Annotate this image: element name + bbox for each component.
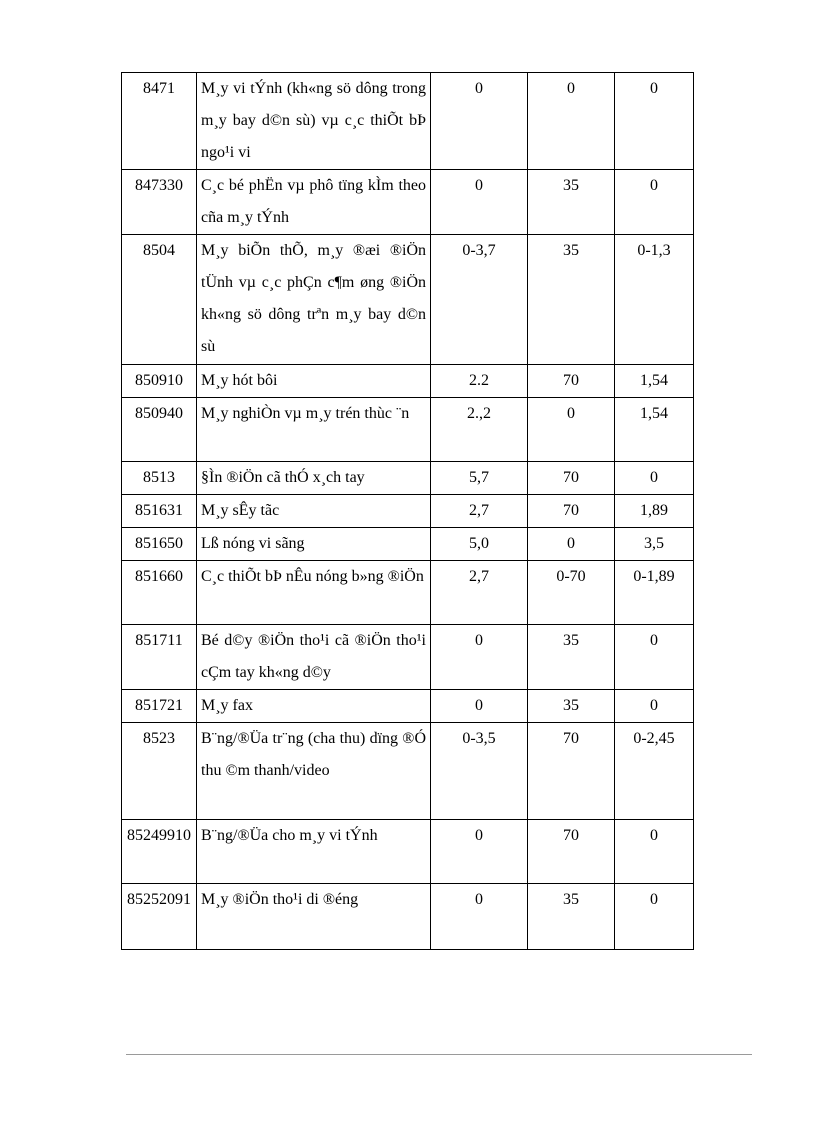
hs-code: 850910 [122,365,197,398]
hs-code: 851660 [122,561,197,625]
rate-col-3: 0 [615,625,694,690]
rate-col-3: 0 [615,690,694,723]
rate-col-3: 1,54 [615,365,694,398]
item-description: C¸c bé phËn vµ phô tïng kÌm theo cña m¸y tÝnh [197,170,431,235]
hs-code: 8513 [122,462,197,495]
rate-col-2: 0 [528,528,615,561]
rate-col-3: 0 [615,73,694,170]
table-row [122,365,694,398]
hs-code: 851650 [122,528,197,561]
rate-col-1: 0 [431,884,528,950]
item-description: M¸y vi tÝnh (kh«ng sö dông trong m¸y bay d©n sù) vµ c¸c thiÕt bÞ ngo¹i vi [197,73,431,170]
item-description: C¸c thiÕt bÞ nÊu nóng b»ng ®iÖn [197,561,431,625]
table-row [122,625,694,690]
item-description: B¨ng/®Üa tr¨ng (cha thu) dïng ®Ó thu ©m thanh/video [197,723,431,820]
rate-col-3: 0-1,89 [615,561,694,625]
item-description: Bé d©y ®iÖn tho¹i cã ®iÖn tho¹i cÇm tay kh«ng d©y [197,625,431,690]
rate-col-1: 0 [431,625,528,690]
rate-col-3: 1,54 [615,398,694,462]
rate-col-1: 0-3,7 [431,235,528,365]
rate-col-1: 0-3,5 [431,723,528,820]
hs-code: 851631 [122,495,197,528]
rate-col-3: 3,5 [615,528,694,561]
rate-col-1: 0 [431,820,528,884]
item-description: M¸y sÊy tãc [197,495,431,528]
rate-col-1: 0 [431,170,528,235]
rate-col-3: 0 [615,820,694,884]
rate-col-2: 70 [528,495,615,528]
rate-col-1: 2,7 [431,495,528,528]
item-description: §Ìn ®iÖn cã thÓ x¸ch tay [197,462,431,495]
table-row [122,495,694,528]
table-row [122,723,694,820]
hs-code: 850940 [122,398,197,462]
rate-col-1: 2,7 [431,561,528,625]
rate-col-1: 0 [431,73,528,170]
item-description: M¸y biÕn thÕ, m¸y ®æi ®iÖn tÜnh vµ c¸c phÇn c¶m øng ®iÖn kh«ng sö dông trªn m¸y bay d©n sù [197,235,431,365]
rate-col-2: 0 [528,73,615,170]
hs-code: 851721 [122,690,197,723]
hs-code: 847330 [122,170,197,235]
rate-col-3: 0-1,3 [615,235,694,365]
rate-col-3: 0 [615,884,694,950]
rate-col-2: 70 [528,462,615,495]
rate-col-2: 35 [528,170,615,235]
item-description: M¸y fax [197,690,431,723]
rate-col-1: 5,0 [431,528,528,561]
rate-col-2: 70 [528,820,615,884]
rate-col-3: 0 [615,462,694,495]
rate-col-2: 0 [528,398,615,462]
rate-col-2: 0-70 [528,561,615,625]
table-row [122,73,694,170]
footer-divider [126,1054,752,1055]
hs-code: 85249910 [122,820,197,884]
rate-col-1: 2.2 [431,365,528,398]
hs-code: 85252091 [122,884,197,950]
rate-col-3: 0-2,45 [615,723,694,820]
rate-col-2: 70 [528,365,615,398]
item-description: Lß nóng vi sãng [197,528,431,561]
table-row [122,690,694,723]
item-description: M¸y ®iÖn tho¹i di ®éng [197,884,431,950]
hs-code: 8471 [122,73,197,170]
table-row [122,528,694,561]
rate-col-1: 0 [431,690,528,723]
rate-col-3: 0 [615,170,694,235]
rate-col-2: 35 [528,690,615,723]
rate-col-2: 35 [528,235,615,365]
table-row [122,561,694,625]
rate-col-2: 35 [528,625,615,690]
table-row [122,884,694,950]
tariff-table [121,72,694,950]
item-description: M¸y hót bôi [197,365,431,398]
item-description: M¸y nghiÒn vµ m¸y trén thùc ¨n [197,398,431,462]
table-row [122,235,694,365]
hs-code: 851711 [122,625,197,690]
rate-col-1: 5,7 [431,462,528,495]
table-row [122,462,694,495]
rate-col-3: 1,89 [615,495,694,528]
table-row [122,398,694,462]
table-row [122,820,694,884]
rate-col-1: 2.,2 [431,398,528,462]
hs-code: 8504 [122,235,197,365]
hs-code: 8523 [122,723,197,820]
item-description: B¨ng/®Üa cho m¸y vi tÝnh [197,820,431,884]
rate-col-2: 35 [528,884,615,950]
table-row [122,170,694,235]
rate-col-2: 70 [528,723,615,820]
